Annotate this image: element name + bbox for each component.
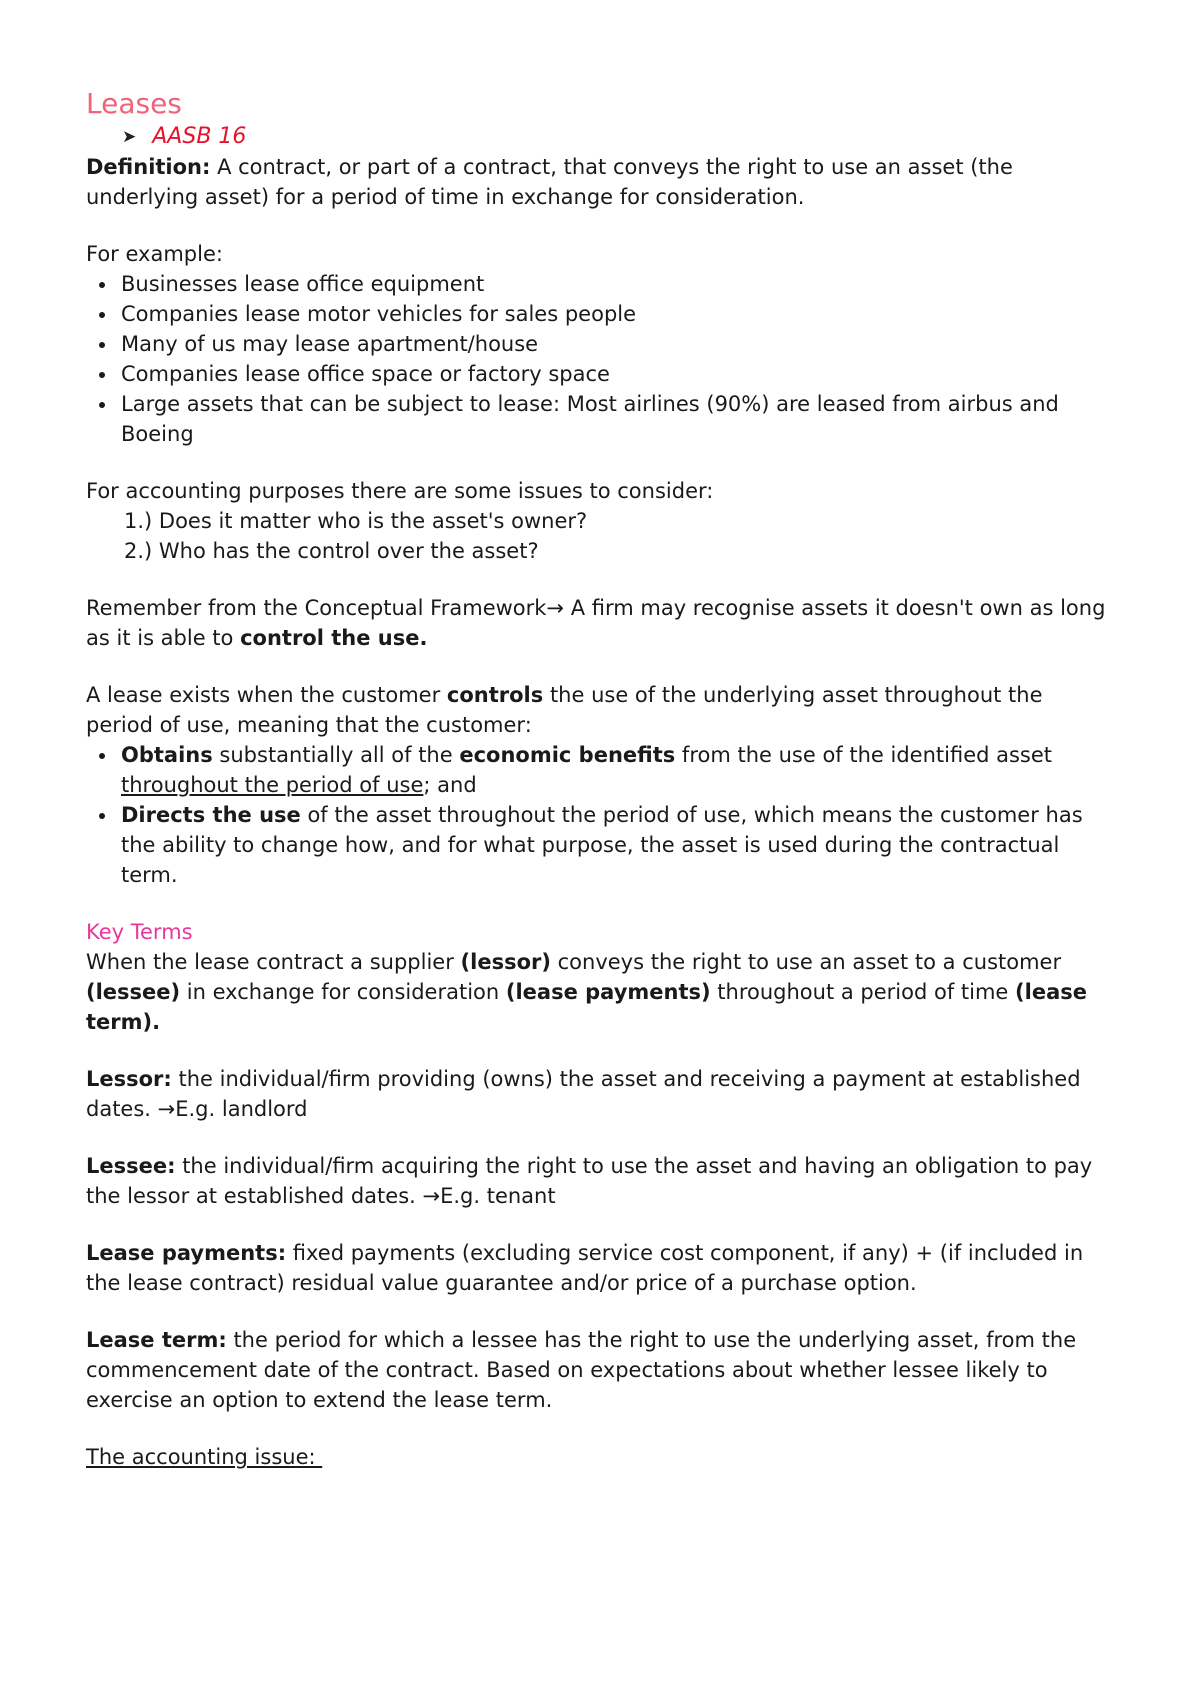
lease-exists-bold: controls bbox=[446, 683, 544, 707]
key-terms-heading: Key Terms bbox=[86, 920, 193, 944]
criteria-bold: Obtains bbox=[121, 743, 213, 767]
page-title: Leases bbox=[86, 87, 182, 120]
criteria-bold: Directs the use bbox=[121, 803, 301, 827]
criteria-text: of the asset throughout the period of use, which means the customer has the ability to change how, and for what purpose, the asset is used during the contractual term. bbox=[121, 803, 1083, 887]
standard-reference: AASB 16 bbox=[152, 124, 247, 149]
list-item: 1.) Does it matter who is the asset's owner? bbox=[124, 509, 588, 533]
criteria-text: substantially all of the bbox=[212, 743, 460, 767]
term-label: Lease payments: bbox=[86, 1241, 287, 1265]
examples-intro: For example: bbox=[86, 242, 223, 266]
key-terms-paragraph bbox=[86, 947, 1110, 1037]
criteria-text: from the use of the identified asset bbox=[675, 743, 1053, 767]
key-terms-text: conveys the right to use an asset to a customer bbox=[550, 950, 1062, 974]
term-label: Lessor: bbox=[86, 1067, 172, 1091]
list-item: Large assets that can be subject to lease: Most airlines (90%) are leased from airbus and Boeing bbox=[86, 389, 1110, 449]
key-terms-text: in exchange for consideration bbox=[180, 980, 506, 1004]
key-terms-bold: (lease term). bbox=[86, 980, 1087, 1034]
key-terms-text: throughout a period of time bbox=[710, 980, 1016, 1004]
key-terms-bold: (lease payments) bbox=[505, 980, 711, 1004]
term-text: the period for which a lessee has the right to use the underlying asset, from the commencement date of the contract. Based on expectations about whether lessee likely to exercise an option to extend the lease term. bbox=[86, 1328, 1077, 1412]
term-text: the individual/firm acquiring the right to use the asset and having an obligation to pay the lessor at established dates. →E.g. tenant bbox=[86, 1154, 1093, 1208]
chevron-right-icon: ➤ bbox=[122, 127, 137, 147]
definition-label: Definition: bbox=[86, 155, 211, 179]
list-item: Companies lease motor vehicles for sales people bbox=[86, 299, 1110, 329]
term-text: fixed payments (excluding service cost component, if any) + (if included in the lease contract) residual value guarantee and/or price of a purchase option. bbox=[86, 1241, 1084, 1295]
list-item: Many of us may lease apartment/house bbox=[86, 329, 1110, 359]
criteria-bold: economic benefits bbox=[459, 743, 676, 767]
issues-intro: For accounting purposes there are some issues to consider: bbox=[86, 479, 714, 503]
list-item: Businesses lease office equipment bbox=[86, 269, 1110, 299]
criteria-underline: throughout the period of use bbox=[121, 773, 424, 797]
term-lessee bbox=[86, 1151, 1110, 1211]
lease-exists-text: A lease exists when the customer bbox=[86, 683, 447, 707]
term-text: the individual/firm providing (owns) the asset and receiving a payment at established dates. →E.g. landlord bbox=[86, 1067, 1081, 1121]
key-terms-text: When the lease contract a supplier bbox=[86, 950, 461, 974]
criteria-text: ; and bbox=[423, 773, 477, 797]
issues-list bbox=[86, 506, 1110, 566]
term-lessor bbox=[86, 1064, 1110, 1124]
key-terms-bold: (lessor) bbox=[460, 950, 551, 974]
definition-paragraph bbox=[86, 152, 1110, 212]
list-item: Companies lease office space or factory space bbox=[86, 359, 1110, 389]
control-criteria-list bbox=[86, 740, 1110, 890]
framework-text: Remember from the Conceptual Framework→ A firm may recognise assets it doesn't own as long as it is able to bbox=[86, 596, 1106, 650]
framework-bold: control the use. bbox=[240, 626, 428, 650]
term-label: Lease term: bbox=[86, 1328, 227, 1352]
term-lease-term bbox=[86, 1325, 1110, 1415]
key-terms-bold: (lessee) bbox=[86, 980, 181, 1004]
lease-exists-paragraph bbox=[86, 680, 1110, 740]
examples-list bbox=[86, 269, 1110, 449]
term-lease-payments bbox=[86, 1238, 1110, 1298]
standard-line bbox=[122, 122, 1110, 152]
definition-text: A contract, or part of a contract, that conveys the right to use an asset (the underlying asset) for a period of time in exchange for consideration. bbox=[86, 155, 1013, 209]
accounting-issue-heading: The accounting issue: bbox=[86, 1445, 323, 1469]
lease-exists-text: the use of the underlying asset throughout the period of use, meaning that the customer: bbox=[86, 683, 1043, 737]
framework-paragraph bbox=[86, 593, 1110, 653]
term-label: Lessee: bbox=[86, 1154, 176, 1178]
list-item bbox=[86, 800, 1110, 890]
list-item bbox=[86, 740, 1110, 800]
list-item: 2.) Who has the control over the asset? bbox=[124, 539, 539, 563]
